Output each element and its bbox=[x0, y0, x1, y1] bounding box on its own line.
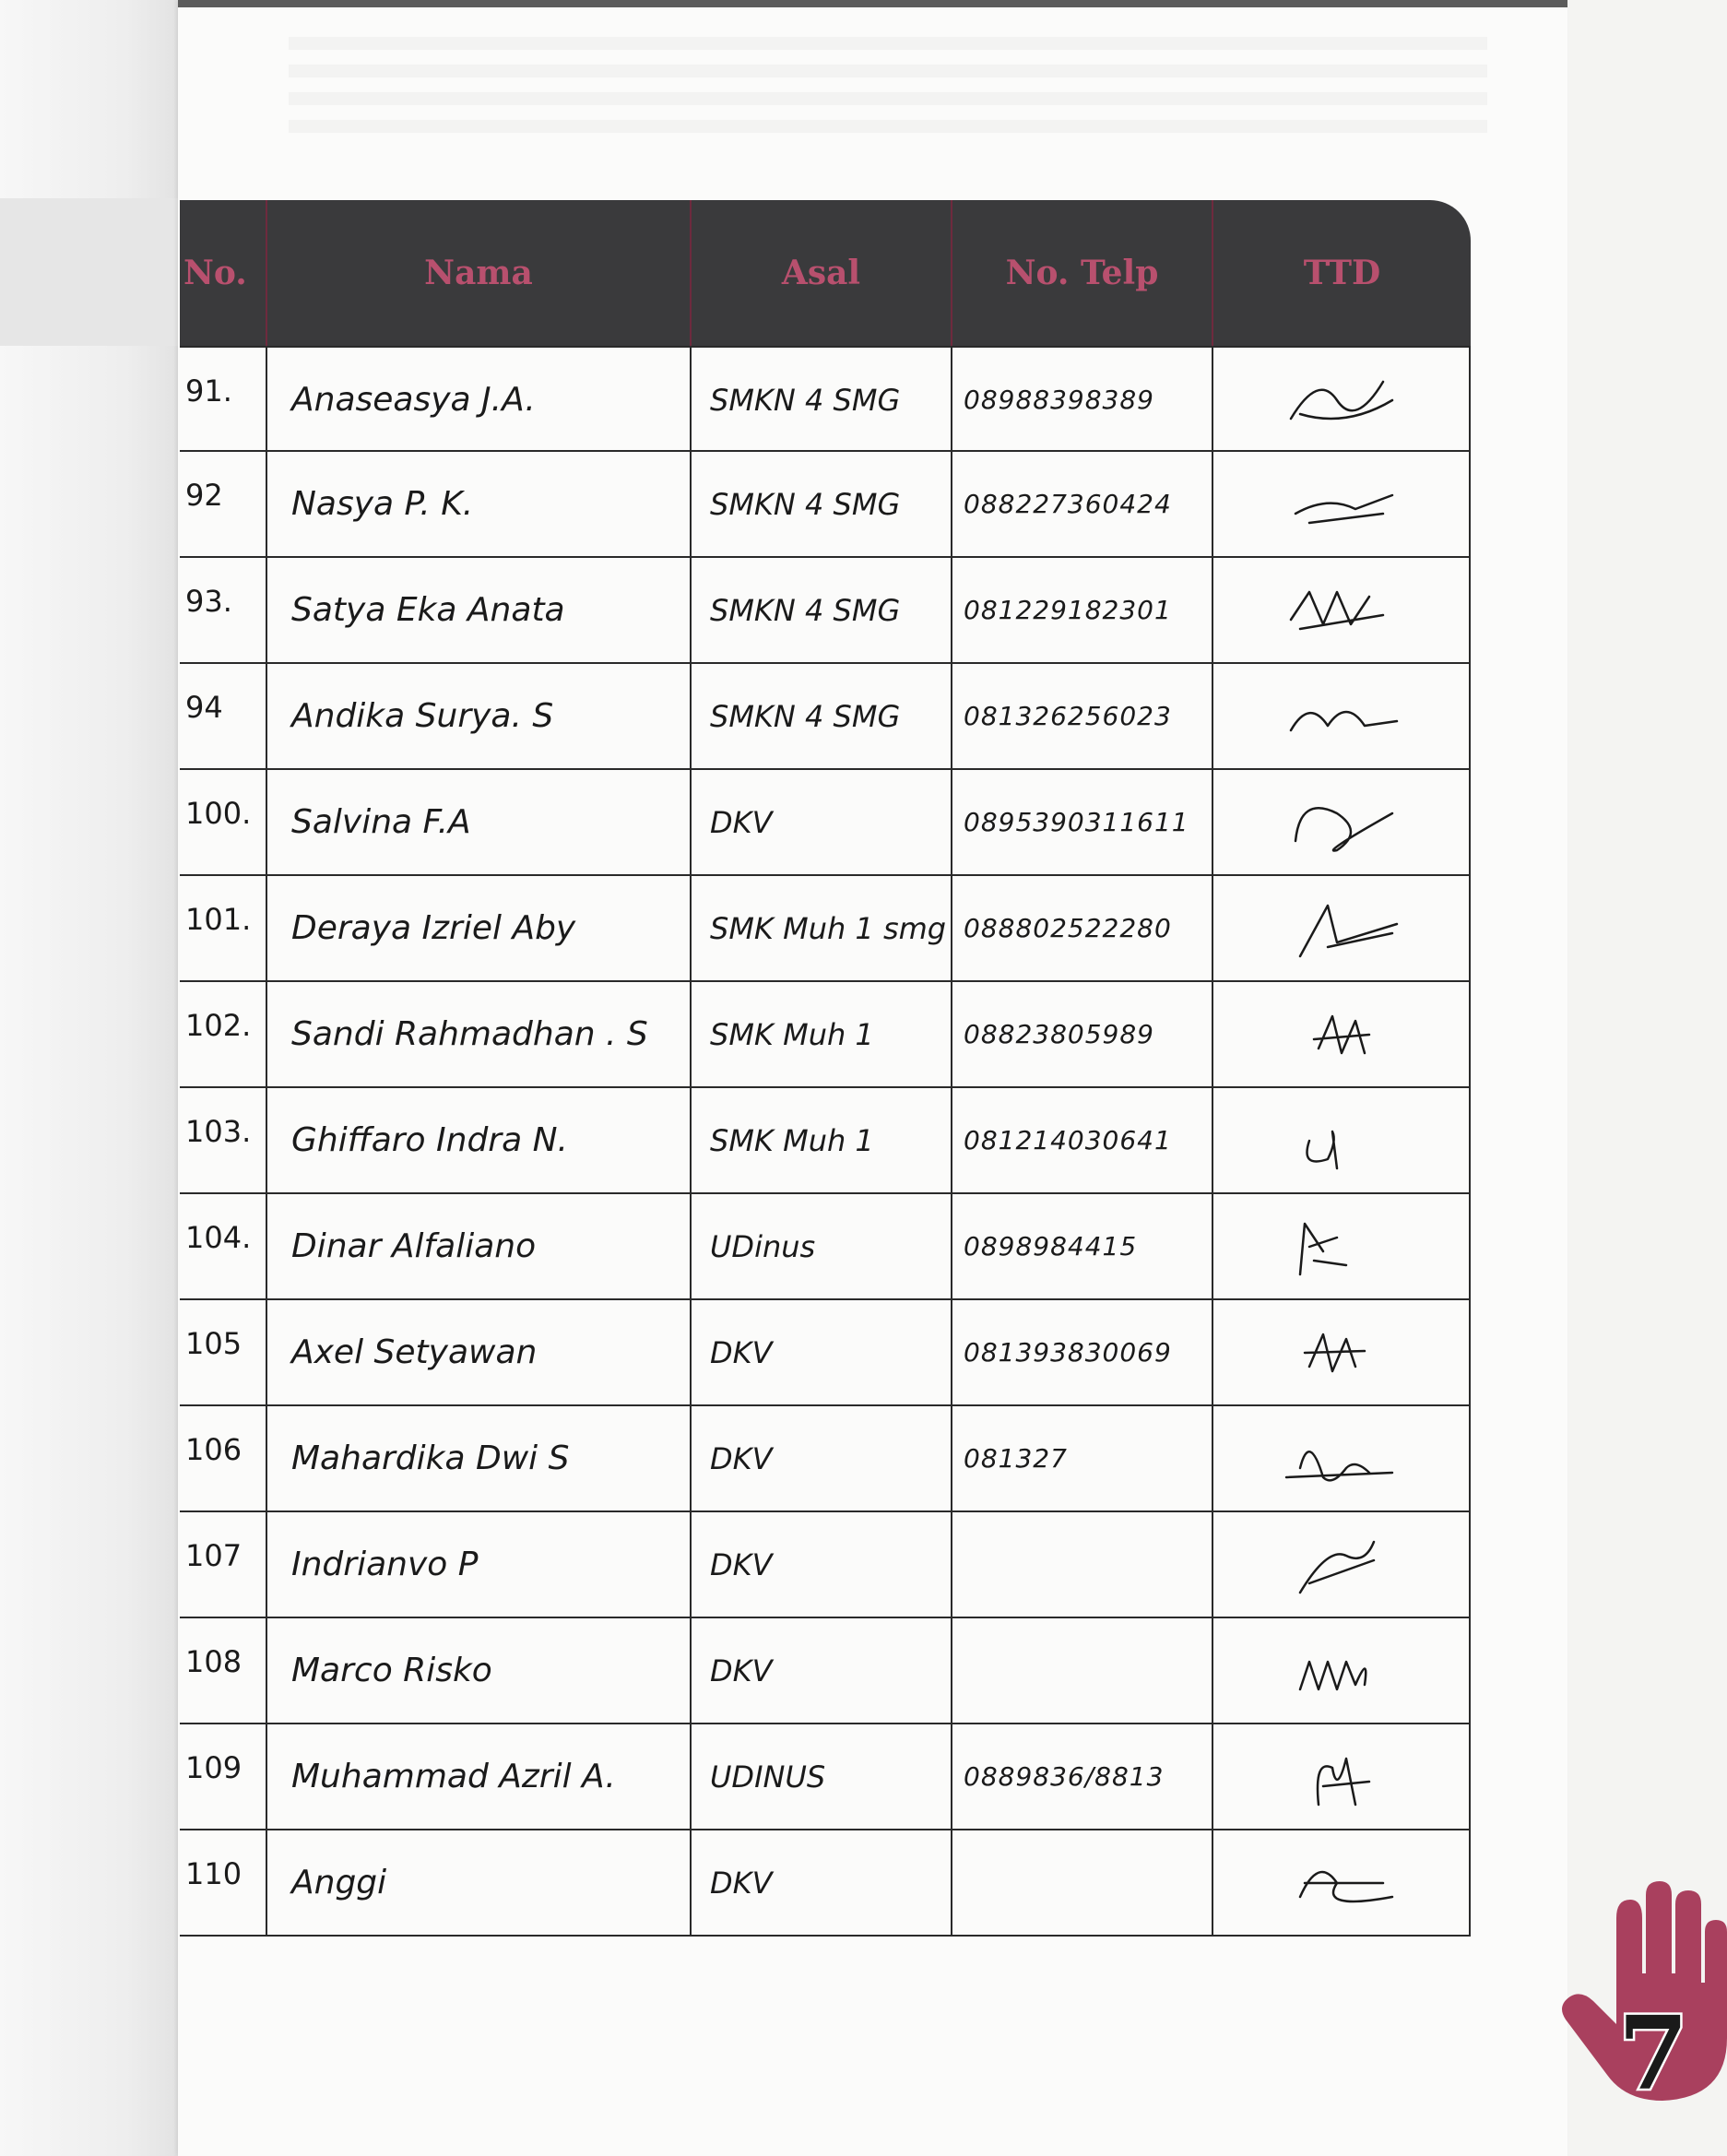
table-row bbox=[180, 1406, 1471, 1512]
table-header bbox=[180, 200, 1471, 346]
table-row bbox=[180, 346, 1471, 452]
signature-stroke bbox=[1314, 1016, 1369, 1053]
row-telp: 088227360424 bbox=[952, 452, 1213, 556]
row-telp: 088802522280 bbox=[952, 876, 1213, 980]
table-row bbox=[180, 1512, 1471, 1618]
row-no: 104. bbox=[180, 1194, 267, 1298]
row-signature bbox=[1213, 1724, 1471, 1829]
hand-page-number-icon bbox=[1561, 1881, 1727, 2113]
row-nama: Salvina F.A bbox=[267, 770, 692, 874]
row-signature bbox=[1213, 664, 1471, 768]
row-nama: Sandi Rahmadhan . S bbox=[267, 982, 692, 1086]
row-telp: 0895390311611 bbox=[952, 770, 1213, 874]
signature-stroke bbox=[1300, 1872, 1392, 1901]
signature-scribble bbox=[1282, 1210, 1402, 1284]
row-no: 102. bbox=[180, 982, 267, 1086]
row-asal: DKV bbox=[692, 1830, 952, 1935]
header-asal: Asal bbox=[692, 200, 952, 346]
row-telp bbox=[952, 1618, 1213, 1723]
signature-scribble bbox=[1282, 363, 1402, 437]
row-nama: Anggi bbox=[267, 1830, 692, 1935]
attendance-page bbox=[178, 0, 1689, 2156]
row-nama: Axel Setyawan bbox=[267, 1300, 692, 1404]
row-telp: 081326256023 bbox=[952, 664, 1213, 768]
row-signature bbox=[1213, 1300, 1471, 1404]
row-telp: 081214030641 bbox=[952, 1088, 1213, 1192]
row-telp: 08988398389 bbox=[952, 348, 1213, 452]
row-nama: Indrianvo P bbox=[267, 1512, 692, 1617]
table-row bbox=[180, 770, 1471, 876]
signature-scribble bbox=[1282, 1104, 1402, 1178]
row-asal: DKV bbox=[692, 1300, 952, 1404]
row-signature bbox=[1213, 348, 1471, 452]
table-row bbox=[180, 664, 1471, 770]
signature-stroke bbox=[1291, 382, 1392, 419]
row-nama: Muhammad Azril A. bbox=[267, 1724, 692, 1829]
row-no: 109 bbox=[180, 1724, 267, 1829]
left-page-shade bbox=[0, 198, 180, 346]
row-signature bbox=[1213, 876, 1471, 980]
row-signature bbox=[1213, 982, 1471, 1086]
row-asal: DKV bbox=[692, 1406, 952, 1510]
header-nama: Nama bbox=[267, 200, 692, 346]
row-asal: SMKN 4 SMG bbox=[692, 452, 952, 556]
row-no: 92 bbox=[180, 452, 267, 556]
row-asal: UDinus bbox=[692, 1194, 952, 1298]
row-nama: Nasya P. K. bbox=[267, 452, 692, 556]
row-asal: SMK Muh 1 bbox=[692, 982, 952, 1086]
signature-stroke bbox=[1300, 906, 1397, 956]
attendance-table bbox=[180, 200, 1471, 1937]
row-telp bbox=[952, 1512, 1213, 1617]
row-signature bbox=[1213, 1194, 1471, 1298]
table-row bbox=[180, 1300, 1471, 1406]
signature-scribble bbox=[1282, 786, 1402, 859]
table-row bbox=[180, 452, 1471, 558]
signature-scribble bbox=[1282, 574, 1402, 647]
row-asal: SMK Muh 1 smg bbox=[692, 876, 952, 980]
row-nama: Mahardika Dwi S bbox=[267, 1406, 692, 1510]
table-row bbox=[180, 1618, 1471, 1724]
signature-stroke bbox=[1295, 808, 1392, 850]
row-telp: 08823805989 bbox=[952, 982, 1213, 1086]
row-asal: SMKN 4 SMG bbox=[692, 664, 952, 768]
signature-stroke bbox=[1307, 1131, 1337, 1168]
table-row bbox=[180, 876, 1471, 982]
row-no: 106 bbox=[180, 1406, 267, 1510]
row-telp: 081327 bbox=[952, 1406, 1213, 1510]
header-no: No. bbox=[180, 200, 267, 346]
row-no: 93. bbox=[180, 558, 267, 662]
row-asal: SMKN 4 SMG bbox=[692, 348, 952, 452]
table-row bbox=[180, 1724, 1471, 1830]
row-asal: UDINUS bbox=[692, 1724, 952, 1829]
page-number: 7 bbox=[1617, 1994, 1689, 2113]
signature-scribble bbox=[1282, 1422, 1402, 1496]
header-telp: No. Telp bbox=[952, 200, 1213, 346]
row-no: 100. bbox=[180, 770, 267, 874]
row-nama: Satya Eka Anata bbox=[267, 558, 692, 662]
header-ttd: TTD bbox=[1303, 254, 1381, 292]
row-no: 91. bbox=[180, 348, 267, 452]
row-no: 101. bbox=[180, 876, 267, 980]
scan-top-edge bbox=[178, 0, 1567, 7]
row-nama: Ghiffaro Indra N. bbox=[267, 1088, 692, 1192]
signature-stroke bbox=[1300, 1224, 1346, 1274]
signature-stroke bbox=[1300, 1662, 1366, 1689]
left-page-edge bbox=[0, 0, 180, 2156]
row-no: 110 bbox=[180, 1830, 267, 1935]
row-nama: Andika Surya. S bbox=[267, 664, 692, 768]
table-row bbox=[180, 1830, 1471, 1937]
table-row bbox=[180, 1088, 1471, 1194]
table-row bbox=[180, 558, 1471, 664]
signature-scribble bbox=[1282, 892, 1402, 965]
row-no: 108 bbox=[180, 1618, 267, 1723]
signature-scribble bbox=[1282, 998, 1402, 1072]
row-signature bbox=[1213, 1512, 1471, 1617]
row-nama: Deraya Izriel Aby bbox=[267, 876, 692, 980]
row-signature bbox=[1213, 452, 1471, 556]
row-signature bbox=[1213, 1088, 1471, 1192]
row-nama: Dinar Alfaliano bbox=[267, 1194, 692, 1298]
row-asal: DKV bbox=[692, 1618, 952, 1723]
signature-stroke bbox=[1300, 1542, 1374, 1593]
row-signature bbox=[1213, 1830, 1471, 1935]
row-asal: SMKN 4 SMG bbox=[692, 558, 952, 662]
row-no: 94 bbox=[180, 664, 267, 768]
signature-scribble bbox=[1282, 1846, 1402, 1920]
row-nama: Anaseasya J.A. bbox=[267, 348, 692, 452]
signature-stroke bbox=[1291, 592, 1383, 629]
signature-scribble bbox=[1282, 680, 1402, 753]
row-no: 103. bbox=[180, 1088, 267, 1192]
signature-scribble bbox=[1282, 1740, 1402, 1814]
signature-scribble bbox=[1282, 1634, 1402, 1708]
show-through-text bbox=[289, 37, 1487, 148]
row-signature bbox=[1213, 770, 1471, 874]
row-signature bbox=[1213, 1406, 1471, 1510]
row-asal: DKV bbox=[692, 1512, 952, 1617]
signature-scribble bbox=[1282, 468, 1402, 541]
row-no: 105 bbox=[180, 1300, 267, 1404]
row-asal: SMK Muh 1 bbox=[692, 1088, 952, 1192]
row-telp bbox=[952, 1830, 1213, 1935]
signature-scribble bbox=[1282, 1528, 1402, 1602]
signature-stroke bbox=[1286, 1451, 1392, 1480]
row-no: 107 bbox=[180, 1512, 267, 1617]
table-row bbox=[180, 982, 1471, 1088]
signature-stroke bbox=[1291, 712, 1397, 730]
signature-stroke bbox=[1305, 1334, 1365, 1371]
row-telp: 0898984415 bbox=[952, 1194, 1213, 1298]
table-row bbox=[180, 1194, 1471, 1300]
row-asal: DKV bbox=[692, 770, 952, 874]
row-telp: 081229182301 bbox=[952, 558, 1213, 662]
row-signature bbox=[1213, 1618, 1471, 1723]
table-body bbox=[180, 346, 1471, 1937]
row-nama: Marco Risko bbox=[267, 1618, 692, 1723]
row-telp: 081393830069 bbox=[952, 1300, 1213, 1404]
row-signature bbox=[1213, 558, 1471, 662]
signature-stroke bbox=[1295, 495, 1392, 523]
signature-scribble bbox=[1282, 1316, 1402, 1390]
signature-stroke bbox=[1318, 1759, 1369, 1805]
row-telp: 0889836/8813 bbox=[952, 1724, 1213, 1829]
